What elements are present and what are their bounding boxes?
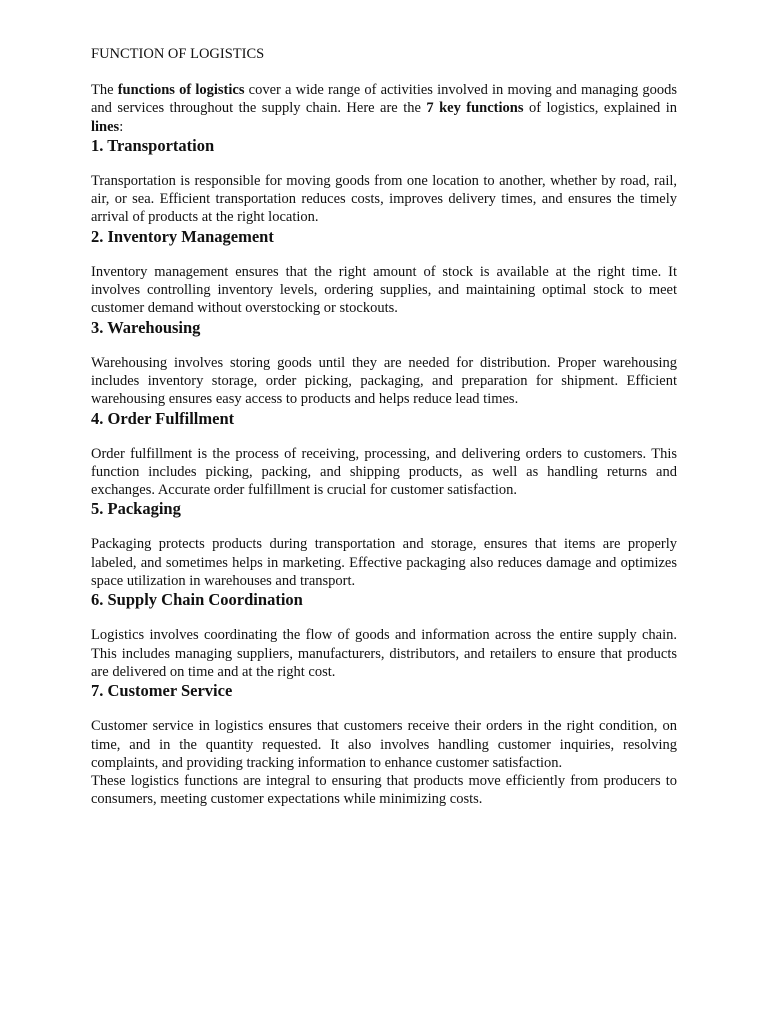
- closing-paragraph: These logistics functions are integral to ensuring that products move efficiently from producers to consumers, meeting customer expectations while minimizing costs.: [91, 773, 677, 808]
- section-heading: 5. Packaging: [91, 499, 181, 519]
- intro-bold-functions: functions of logistics: [117, 82, 245, 98]
- section-heading: 1. Transportation: [91, 135, 215, 155]
- section-supply-chain-coordination: [91, 590, 677, 681]
- section-body: Logistics involves coordinating the flow of goods and information across the entire supply chain. This includes managing suppliers, manufacturers, distributors, and retailers to ensure that products are delivered on time and at the right cost.: [91, 627, 677, 680]
- section-warehousing: [91, 318, 677, 409]
- section-packaging: [91, 499, 677, 590]
- section-inventory-management: [91, 227, 677, 318]
- section-body: Order fulfillment is the process of receiving, processing, and delivering orders to customers. This function includes picking, packing, and shipping products, as well as handling returns and exchanges. Accurate order fulfillment is crucial for customer satisfaction.: [91, 445, 677, 499]
- document-title: FUNCTION OF LOGISTICS: [91, 46, 265, 62]
- intro-bold-key-functions: 7 key functions: [426, 100, 524, 117]
- section-heading: 3. Warehousing: [91, 317, 201, 337]
- section-body: Customer service in logistics ensures that customers receive their orders in the right condition, on time, and in the quantity requested. It also involves handling customer inquiries, resolving complaints, and providing tracking information to enhance customer satisfaction.: [91, 718, 677, 771]
- intro-text-4: :: [119, 118, 124, 135]
- section-body: Transportation is responsible for moving goods from one location to another, whether by road, rail, air, or sea. Efficient transportation reduces costs, improves delivery times, and ensures the timely arrival of products at the right location.: [91, 172, 677, 226]
- section-order-fulfillment: [91, 409, 677, 500]
- document-page: [91, 45, 677, 809]
- intro-bold-lines: lines: [91, 118, 120, 135]
- section-transportation: [91, 136, 677, 227]
- section-heading: 4. Order Fulfillment: [91, 408, 235, 428]
- intro-paragraph: [91, 81, 677, 136]
- section-heading: 2. Inventory Management: [91, 226, 274, 246]
- intro-text-1: The: [91, 82, 118, 98]
- section-body: Warehousing involves storing goods until they are needed for distribution. Proper warehousing includes inventory storage, order picking, packaging, and preparation for shipment. Efficient warehousing ensures easy access to products and helps reduce lead times.: [91, 354, 677, 408]
- section-customer-service: [91, 681, 677, 772]
- intro-text-2: cover a wide range of activities involved in moving and managing goods and services throughout the supply chain. Here are the: [91, 82, 678, 117]
- section-body: Packaging protects products during transportation and storage, ensures that items are properly labeled, and sometimes helps in marketing. Effective packaging also reduces damage and optimizes space utilization in warehouses and transport.: [91, 536, 677, 590]
- section-body: Inventory management ensures that the right amount of stock is available at the right time. It involves controlling inventory levels, ordering supplies, and maintaining optimal stock to meet customer demand without overstocking or stockouts.: [91, 263, 677, 317]
- section-heading: 7. Customer Service: [91, 681, 233, 701]
- intro-text-3: of logistics, explained in: [523, 100, 677, 117]
- section-heading: 6. Supply Chain Coordination: [91, 590, 303, 610]
